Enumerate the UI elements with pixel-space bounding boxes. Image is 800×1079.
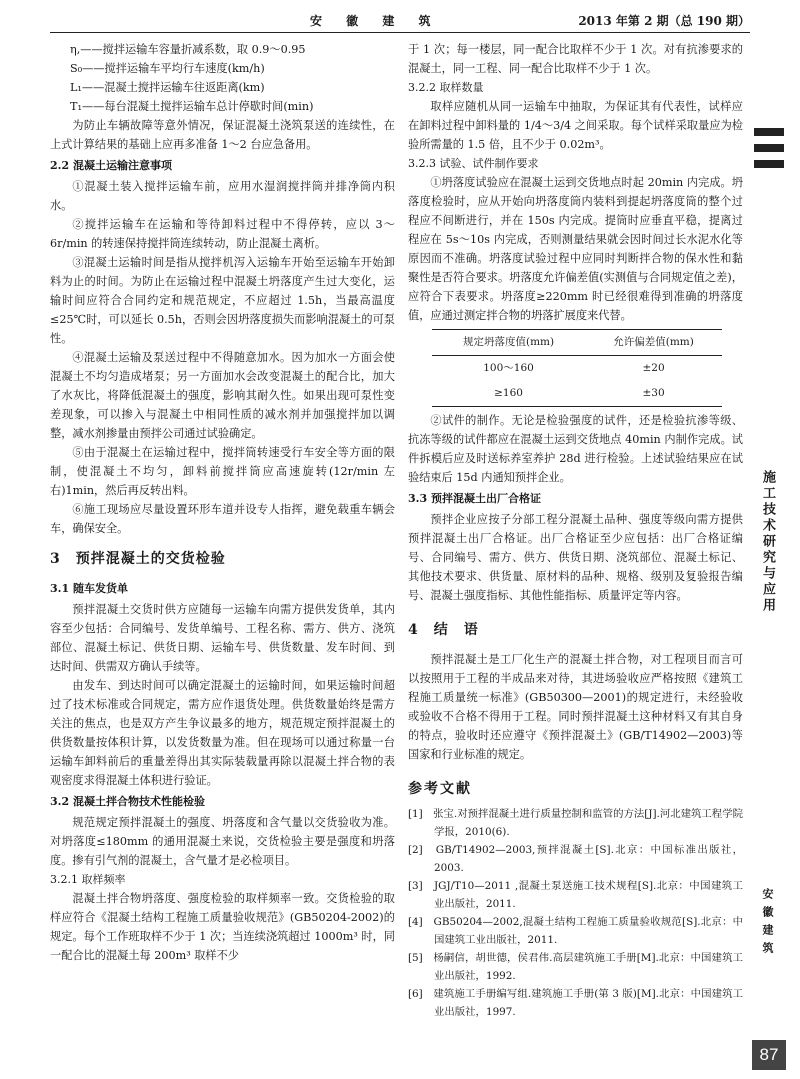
section-side-label: 施工技术研究与应用 [760,470,775,614]
reference-item: [6] 建筑施工手册编写组.建筑施工手册(第 3 版)[M].北京：中国建筑工业出版社，1997. [408,988,743,1018]
paragraph: 规范规定预拌混凝土的强度、坍落度和含气量以交货验收为准。对坍落度≤180mm 的通用混凝土来说，交货检验主要是强度和坍落度。掺有引气剂的混凝土，含气量才是必检项目。 [50,816,395,867]
paragraph: 为防止车辆故障等意外情况，保证混凝土浇筑泵送的连续性，在上式计算结果的基础上应再多准备 1～2 台应急备用。 [50,119,395,151]
table-cell: ±20 [642,362,665,374]
slump-tolerance-table [432,329,722,407]
journal-side-label: 安徽建筑 [761,888,774,960]
section-heading-2-2: 2.2 混凝土运输注意事项 [50,159,172,172]
def-t1: T₁——每台混凝土搅拌运输车总计停歇时间(min) [70,100,314,113]
journal-title: 安 徽 建 筑 [310,14,441,28]
section-heading-4: 4 结 语 [408,622,479,638]
def-l1: L₁——混凝土搅拌运输车往返距离(km) [70,81,265,94]
list-item: ①混凝土装入搅拌运输车前，应用水湿润搅拌筒并排净筒内积水。 [50,180,395,212]
paragraph: 由发车、到达时间可以确定混凝土的运输时间，如果运输时间超过了技术标准或合同规定，需方应作退货处理。供货数量始终是需方关注的焦点，也是双方产生争议最多的地方，规范规定预拌混凝土的供货数量按体积计算，以发货数量为准。但在现场可以通过称量一台运输车卸料前后的重量差得出其实际装载量再除以混凝土拌合物的表观密度求得混凝土体积进行验证。 [50,679,395,787]
table-row [432,381,722,407]
list-item: ⑥施工现场应尽量设置环形车道并设专人指挥，避免载重车辆会车，确保安全。 [50,503,395,535]
reference-item: [4] GB50204—2002,混凝土结构工程施工质量验收规范[S].北京：中国建筑工业出版社，2011. [408,916,743,946]
paragraph: ②试件的制作。无论是检验强度的试件，还是检验抗渗等级、抗冻等级的试件都应在混凝土运到交货地点 40min 内制作完成。试件拆模后应及时送标养室养护 28d 进行检验。上述试验结果应在试验结束后 15d 内通知预拌企业。 [408,414,743,484]
paragraph: 于 1 次；每一楼层，同一配合比取样不少于 1 次。对有抗渗要求的混凝土，同一工程、同一配合比取样不少于 1 次。 [408,43,743,75]
def-eta: η,——搅拌运输车容量折减系数，取 0.9～0.95 [70,43,306,56]
section-heading-3-2-1: 3.2.1 取样频率 [50,873,126,886]
table-header: 允许偏差值(mm) [585,330,722,356]
section-heading-3-1: 3.1 随车发货单 [50,582,128,595]
reference-item: [1] 张宝.对预拌混凝土进行质量控制和监管的方法[J].河北建筑工程学院学报，2010(6). [408,808,743,838]
section-heading-3-2-3: 3.2.3 试验、试件制作要求 [408,157,539,170]
list-item: ④混凝土运输及泵送过程中不得随意加水。因为加水一方面会使混凝土不均匀造成堵泵；另一方面加水会改变混凝土的配合比，加大了水灰比，将降低混凝土的强度，影响其耐久性。如果出现可泵性变差现象，可以掺入与混凝土中相同性质的减水剂并加强搅拌加以调整，减水剂掺量由预拌公司通过试验确定。 [50,351,395,440]
reference-item: [3] JGJ/T10—2011 ,混凝土泵送施工技术规程[S].北京：中国建筑工业出版社，2011. [408,880,743,910]
section-mark-icon [754,128,784,168]
reference-item: [2] GB/T14902—2003,预拌混凝土[S].北京：中国标准出版社，2003. [408,844,743,874]
section-heading-3: 3 预拌混凝土的交货检验 [50,551,226,567]
paragraph: ①坍落度试验应在混凝土运到交货地点时起 20min 内完成。坍落度检验时，应从开始向坍落度筒内装料到提起坍落度筒的整个过程应不间断进行，并在 150s 内完成。提筒时应垂直平稳，提离过程应在 5s～10s 内完成，否则测量结果就会因时间过长水泥水化等原因而不准确。坍落度试验过程中应同时判断拌合物的保水性和黏聚性是否符合要求。坍落度允许偏差值(实测值与合同规定值之差)，应符合下表要求。坍落度≥220mm 时已经很难得到准确的坍落度值，应通过测定拌合物的坍落扩展度来代替。 [408,176,743,322]
page-header [50,10,750,33]
right-column [408,40,743,1021]
paragraph: 预拌企业应按子分部工程分混凝土品种、强度等级向需方提供预拌混凝土出厂合格证。出厂合格证至少应包括：出厂合格证编号、合同编号、需方、供方、供货日期、浇筑部位、混凝土标记、其他技术要求、供货量、原材料的品种、规格、级别及复验报告编号、混凝土强度指标、其他性能指标、质量评定等内容。 [408,513,743,602]
table-header: 规定坍落度值(mm) [432,330,585,356]
paragraph: 预拌混凝土交货时供方应随每一运输车向需方提供发货单，其内容至少包括：合同编号、发货单编号、工程名称、需方、供方、浇筑部位、混凝土标记、供货日期、运输车号、供货数量、发车时间、到达时间、供需双方确认手续等。 [50,603,395,673]
paragraph: 取样应随机从同一运输车中抽取，为保证其有代表性，试样应在卸料过程中卸料量的 1/4～3/4 之间采取。每个试样采取量应为检验所需量的 1.5 倍，且不少于 0.02m³。 [408,100,743,151]
section-heading-3-2-2: 3.2.2 取样数量 [408,81,484,94]
paragraph: 预拌混凝土是工厂化生产的混凝土拌合物，对工程项目而言可以按照用于工程的半成品来对待，其进场验收应严格按照《建筑工程施工质量统一标准》(GB50300—2001)的规定进行，未经验收或验收不合格不得用于工程。同时预拌混凝土这种材料又有其自身的特点，验收时还应遵守《预拌混凝土》(GB/T14902—2003)等国家和行业标准的规定。 [408,653,743,761]
issue-label: 2013 年第 2 期（总 190 期） [578,14,750,28]
references-heading: 参考文献 [408,781,472,797]
table-row [432,356,722,382]
table-cell: ≥160 [432,381,585,407]
page-number: 87 [752,1040,786,1070]
left-column [50,40,395,965]
section-heading-3-2: 3.2 混凝土拌合物技术性能检验 [50,795,205,808]
list-item: ⑤由于混凝土在运输过程中，搅拌筒转速受行车安全等方面的限制，使混凝土不均匀，卸料前搅拌筒应高速旋转(12r/min 左右)1min，然后再反转出料。 [50,446,395,497]
table-cell: ±30 [585,381,722,407]
section-heading-3-3: 3.3 预拌混凝土出厂合格证 [408,492,541,505]
table-cell: 100～160 [483,362,534,374]
list-item: ③混凝土运输时间是指从搅拌机泻入运输车开始至运输车开始卸料为止的时间。为防止在运输过程中混凝土坍落度产生过大变化，运输时间应符合合同约定和规范规定，不应超过 1.5h，当最高温度≤25℃时，可以延长 0.5h，否则会因坍落度损失而影响混凝土的可泵性。 [50,256,395,345]
paragraph: 混凝土拌合物坍落度、强度检验的取样频率一致。交货检验的取样应符合《混凝土结构工程施工质量验收规范》(GB50204-2002)的规定。每个工作班取样不少于 1 次；当连续浇筑超过 1000m³ 时，同一配合比的混凝土每 200m³ 取样不少 [50,892,395,962]
def-s0: S₀——搅拌运输车平均行车速度(km/h) [70,62,265,75]
reference-item: [5] 杨嗣信，胡世德，侯君伟.高层建筑施工手册[M].北京：中国建筑工业出版社，1992. [408,952,743,982]
list-item: ②搅拌运输车在运输和等待卸料过程中不得停转，应以 3～6r/min 的转速保持搅拌筒连续转动，防止混凝土离析。 [50,218,395,250]
